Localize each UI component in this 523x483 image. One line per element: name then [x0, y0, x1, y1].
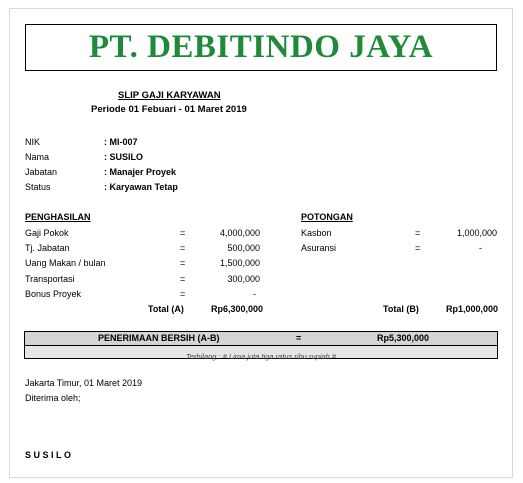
net-pay-row	[25, 332, 497, 346]
jabatan-value: : Manajer Proyek	[104, 167, 177, 177]
slip-periode: Periode 01 Febuari - 01 Maret 2019	[91, 104, 247, 115]
penghasilan-label: Gaji Pokok	[25, 228, 69, 238]
penghasilan-eq: =	[180, 228, 186, 238]
signer-name: SUSILO	[25, 450, 74, 460]
penghasilan-amount: 1,500,000	[219, 258, 260, 268]
penghasilan-title: PENGHASILAN	[25, 212, 91, 222]
place-date: Jakarta Timur, 01 Maret 2019	[25, 378, 143, 388]
nik-label: NIK	[25, 137, 41, 147]
potongan-amount: -	[479, 243, 482, 253]
received-by: Diterima oleh;	[25, 393, 81, 403]
penghasilan-amount: -	[253, 289, 256, 299]
penghasilan-label: Uang Makan / bulan	[25, 258, 106, 268]
net-pay-eq: =	[296, 333, 302, 343]
net-pay-label: PENERIMAAN BERSIH (A-B)	[98, 333, 220, 343]
company-name: PT. DEBITINDO JAYA	[88, 29, 434, 65]
potongan-amount: 1,000,000	[456, 228, 497, 238]
terbilang-text: Terbilang : # Lima juta tiga ratus ribu rupiah #	[185, 352, 337, 361]
slip-title: SLIP GAJI KARYAWAN	[118, 90, 221, 101]
nik-value: : MI-007	[104, 137, 138, 147]
net-pay-value: Rp5,300,000	[377, 333, 430, 343]
company-header	[25, 24, 497, 71]
penghasilan-amount: 500,000	[227, 243, 260, 253]
penghasilan-eq: =	[180, 258, 186, 268]
total-a-value: Rp6,300,000	[210, 304, 263, 314]
total-a-label: Total (A)	[148, 304, 184, 314]
potongan-eq: =	[415, 228, 421, 238]
potongan-label: Asuransi	[301, 243, 337, 253]
penghasilan-eq: =	[180, 243, 186, 253]
jabatan-label: Jabatan	[25, 167, 58, 177]
status-value: : Karyawan Tetap	[104, 182, 178, 192]
potongan-eq: =	[415, 243, 421, 253]
terbilang-row	[25, 346, 497, 361]
penghasilan-eq: =	[180, 289, 186, 299]
nama-value: : SUSILO	[104, 152, 144, 162]
nama-label: Nama	[25, 152, 50, 162]
penghasilan-label: Transportasi	[25, 274, 75, 284]
penghasilan-amount: 300,000	[227, 274, 260, 284]
net-pay-box	[24, 331, 498, 359]
potongan-label: Kasbon	[301, 228, 332, 238]
penghasilan-label: Tj. Jabatan	[25, 243, 70, 253]
status-label: Status	[25, 182, 51, 192]
total-b-value: Rp1,000,000	[445, 304, 498, 314]
penghasilan-eq: =	[180, 274, 186, 284]
penghasilan-amount: 4,000,000	[219, 228, 260, 238]
potongan-title: POTONGAN	[301, 212, 353, 222]
total-b-label: Total (B)	[383, 304, 419, 314]
penghasilan-label: Bonus Proyek	[25, 289, 82, 299]
